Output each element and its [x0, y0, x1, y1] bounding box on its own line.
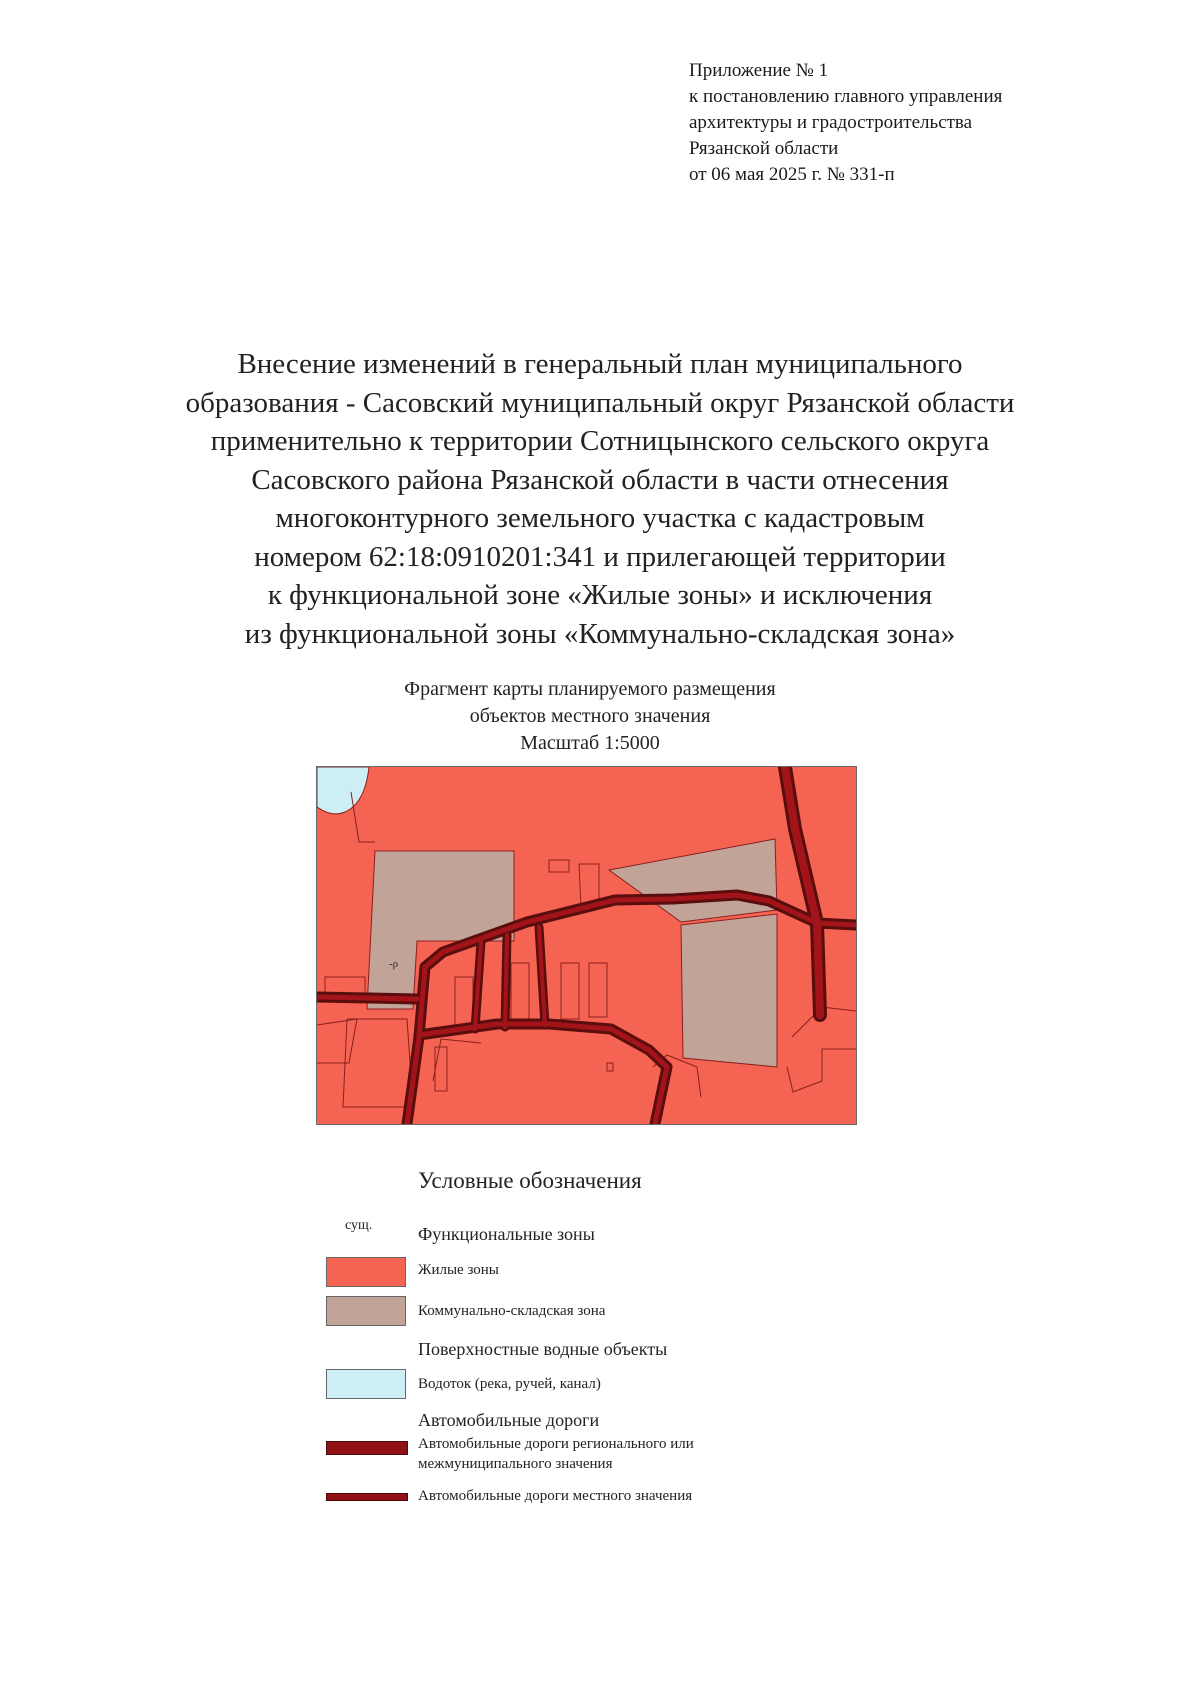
map-scale: Масштаб 1:5000: [520, 732, 660, 754]
road-fill: [317, 997, 417, 999]
title-line: применительно к территории Сотницынского сельского округа: [210, 425, 990, 457]
map-caption-line: объектов местного значения: [469, 705, 711, 727]
appendix-line: Приложение № 1: [689, 60, 829, 81]
legend-title: Условные обозначения: [418, 1168, 642, 1193]
legend-section-roads: Автомобильные дороги: [418, 1410, 600, 1430]
map-caption-line: Фрагмент карты планируемого размещения: [404, 678, 776, 700]
title-line: образования - Сасовский муниципальный округ Рязанской области: [185, 386, 1015, 419]
appendix-block: [689, 58, 1159, 188]
map-svg: [317, 767, 856, 1124]
title-line: Сасовского района Рязанской области в части отнесения: [251, 463, 949, 496]
appendix-line: архитектуры и градостроительства: [689, 112, 973, 133]
legend-item-road-regional-line: Автомобильные дороги регионального или: [418, 1436, 694, 1452]
legend-swatch-road-regional: [326, 1441, 408, 1455]
legend-swatch-residential: [326, 1257, 406, 1287]
legend-item-communal: Коммунально-складская зона: [418, 1303, 606, 1319]
legend-item-water: Водоток (река, ручей, канал): [418, 1376, 601, 1392]
title-line: многоконтурного земельного участка с кадастровым: [275, 502, 925, 534]
communal-zone-east-lower: [681, 914, 777, 1067]
legend-swatch-communal: [326, 1296, 406, 1326]
document-title: [100, 345, 1100, 653]
title-line: Внесение изменений в генеральный план муниципального: [237, 348, 963, 380]
title-line: из функциональной зоны «Коммунально-складская зона»: [244, 617, 956, 650]
legend-section-zones: Функциональные зоны: [418, 1224, 595, 1244]
legend-item-road-regional-line: межмуниципального значения: [418, 1456, 613, 1472]
road-fill: [505, 935, 507, 1027]
legend-swatch-road-local: [326, 1493, 408, 1501]
legend-item-road-regional: [418, 1434, 694, 1474]
title-line: к функциональной зоне «Жилые зоны» и исключения: [267, 579, 933, 611]
appendix-line: Рязанской области: [689, 138, 839, 159]
map-fragment: [316, 766, 857, 1125]
legend-section-water: Поверхностные водные объекты: [418, 1339, 668, 1359]
legend-item-road-local: Автомобильные дороги местного значения: [418, 1488, 693, 1504]
map-caption: [300, 676, 880, 757]
legend-swatch-water: [326, 1369, 406, 1399]
appendix-line: к постановлению главного управления: [689, 86, 1003, 107]
appendix-line: от 06 мая 2025 г. № 331-п: [689, 164, 895, 185]
title-line: номером 62:18:0910201:341 и прилегающей территории: [254, 540, 946, 573]
map-label: -ρ: [389, 958, 399, 970]
legend-exist-label: сущ.: [345, 1218, 373, 1233]
legend-item-residential: Жилые зоны: [418, 1262, 499, 1278]
